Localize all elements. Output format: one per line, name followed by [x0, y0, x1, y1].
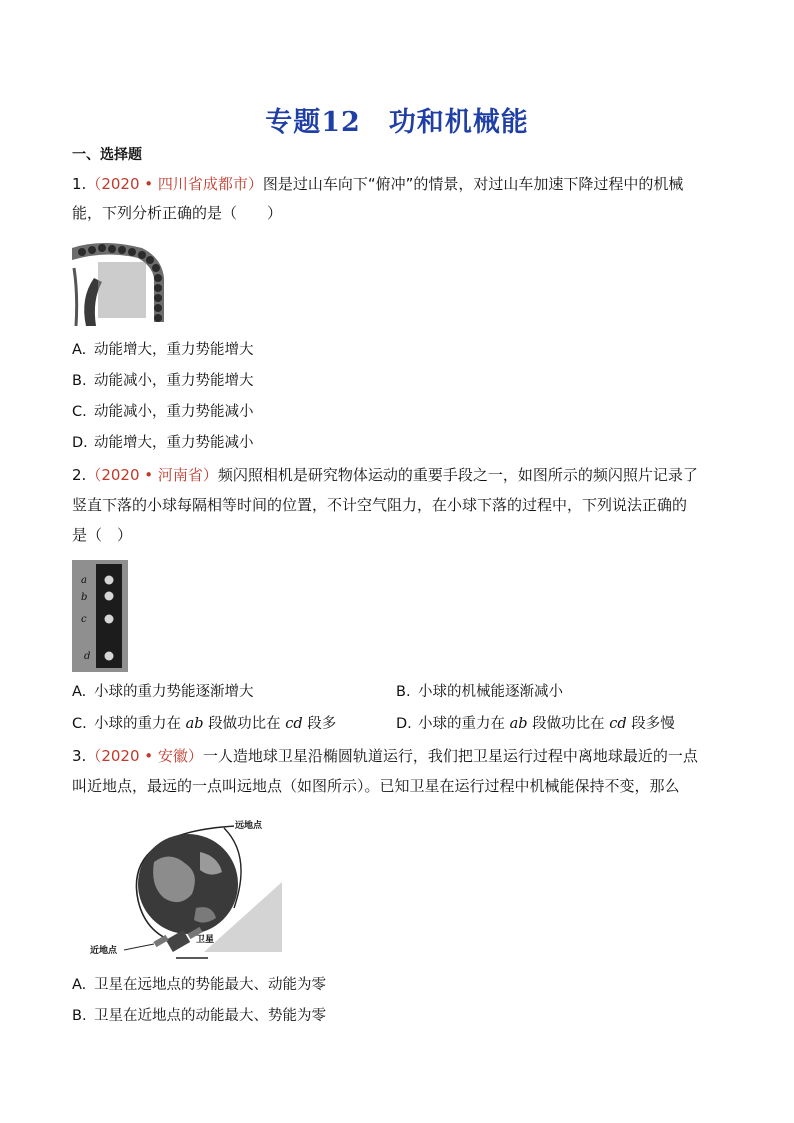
title-name: 功和机械能: [388, 107, 529, 138]
strobe-photo-image: [72, 560, 128, 672]
q2-option-b-key: B.: [396, 684, 411, 700]
q3-stem-line1: [72, 746, 698, 766]
q2-option-c-var2: cd: [285, 716, 303, 732]
q2-source: （2020 • 河南省）: [86, 466, 218, 484]
q2-option-c-mid: 段做功比在: [208, 716, 281, 732]
q2-option-c-pre: 小球的重力在: [94, 716, 181, 732]
q1-option-d-key: D.: [72, 435, 88, 451]
q1-source: （2020 • 四川省成都市）: [86, 175, 263, 193]
strobe-label-c: c: [81, 614, 87, 625]
q1-option-a-text: 动能增大，重力势能增大: [94, 342, 254, 358]
strobe-label-b: b: [81, 592, 88, 603]
q2-option-d-mid: 段做功比在: [532, 716, 605, 732]
q2-option-b-text: 小球的机械能逐渐减小: [418, 684, 563, 700]
q1-option-a: [72, 340, 254, 360]
q2-option-d-var1: ab: [509, 716, 528, 732]
q1-option-d-text: 动能增大，重力势能减小: [94, 435, 254, 451]
q3-option-b-key: B.: [72, 1008, 87, 1024]
q1-option-b: [72, 371, 254, 391]
q1-option-c-key: C.: [72, 404, 87, 420]
q1-number: 1.: [72, 175, 87, 193]
q3-number: 3.: [72, 747, 87, 765]
section-heading: 一、选择题: [72, 147, 142, 163]
strobe-label-d: d: [84, 651, 91, 662]
q1-option-c: [72, 402, 254, 422]
q3-stem-line2: 叫近地点，最远的一点叫远地点（如图所示）。已知卫星在运行过程中机械能保持不变，那么: [72, 777, 680, 795]
q3-text-1: 一人造地球卫星沿椭圆轨道运行，我们把卫星运行过程中离地球最近的一点: [202, 747, 698, 765]
q1-text-1: 图是过山车向下“俯冲”的情景，对过山车加速下降过程中的机械: [262, 175, 684, 193]
q1-option-b-text: 动能减小，重力势能增大: [94, 373, 254, 389]
roller-coaster-image: [72, 238, 170, 326]
q2-stem-line1: [72, 465, 698, 485]
q2-stem-line2: 竖直下落的小球每隔相等时间的位置，不计空气阻力，在小球下落的过程中，下列说法正确的: [72, 496, 688, 514]
q3-option-a-key: A.: [72, 977, 87, 993]
q1-option-c-text: 动能减小，重力势能减小: [94, 404, 254, 420]
q2-option-d: [396, 714, 675, 734]
q2-option-a-text: 小球的重力势能逐渐增大: [94, 684, 254, 700]
q2-option-b: [396, 682, 563, 702]
q2-option-d-var2: cd: [609, 716, 627, 732]
far-point-label: 远地点: [235, 821, 263, 831]
q2-option-c-var1: ab: [185, 716, 204, 732]
q2-number: 2.: [72, 466, 87, 484]
q3-source: （2020 • 安徽）: [86, 747, 203, 765]
q2-text-1: 频闪照相机是研究物体运动的重要手段之一，如图所示的频闪照片记录了: [217, 466, 698, 484]
q1-option-d: [72, 433, 254, 453]
q2-option-c: [72, 714, 336, 734]
q2-option-d-pre: 小球的重力在: [418, 716, 505, 732]
q3-option-b-text: 卫星在近地点的动能最大、势能为零: [94, 1008, 326, 1024]
q2-option-d-post: 段多慢: [631, 716, 675, 732]
q2-stem-line3: 是（ ）: [72, 526, 133, 544]
q1-stem-line2: 能，下列分析正确的是（ ）: [72, 204, 283, 222]
near-point-label: 近地点: [90, 946, 118, 956]
q2-option-c-key: C.: [72, 716, 87, 732]
page-title: [0, 100, 794, 139]
satellite-label: 卫星: [196, 935, 215, 945]
satellite-orbit-image: [84, 812, 284, 962]
q2-option-d-key: D.: [396, 716, 412, 732]
q3-option-a-text: 卫星在远地点的势能最大、动能为零: [94, 977, 326, 993]
strobe-label-a: a: [81, 575, 87, 586]
q2-option-c-post: 段多: [307, 716, 337, 732]
q1-option-b-key: B.: [72, 373, 87, 389]
q1-option-a-key: A.: [72, 342, 87, 358]
q1-stem-line1: [72, 174, 683, 194]
q2-option-a: [72, 682, 254, 702]
title-topic: 专题12: [265, 107, 361, 138]
q2-option-a-key: A.: [72, 684, 87, 700]
q3-option-a: [72, 975, 326, 995]
q3-option-b: [72, 1006, 326, 1026]
